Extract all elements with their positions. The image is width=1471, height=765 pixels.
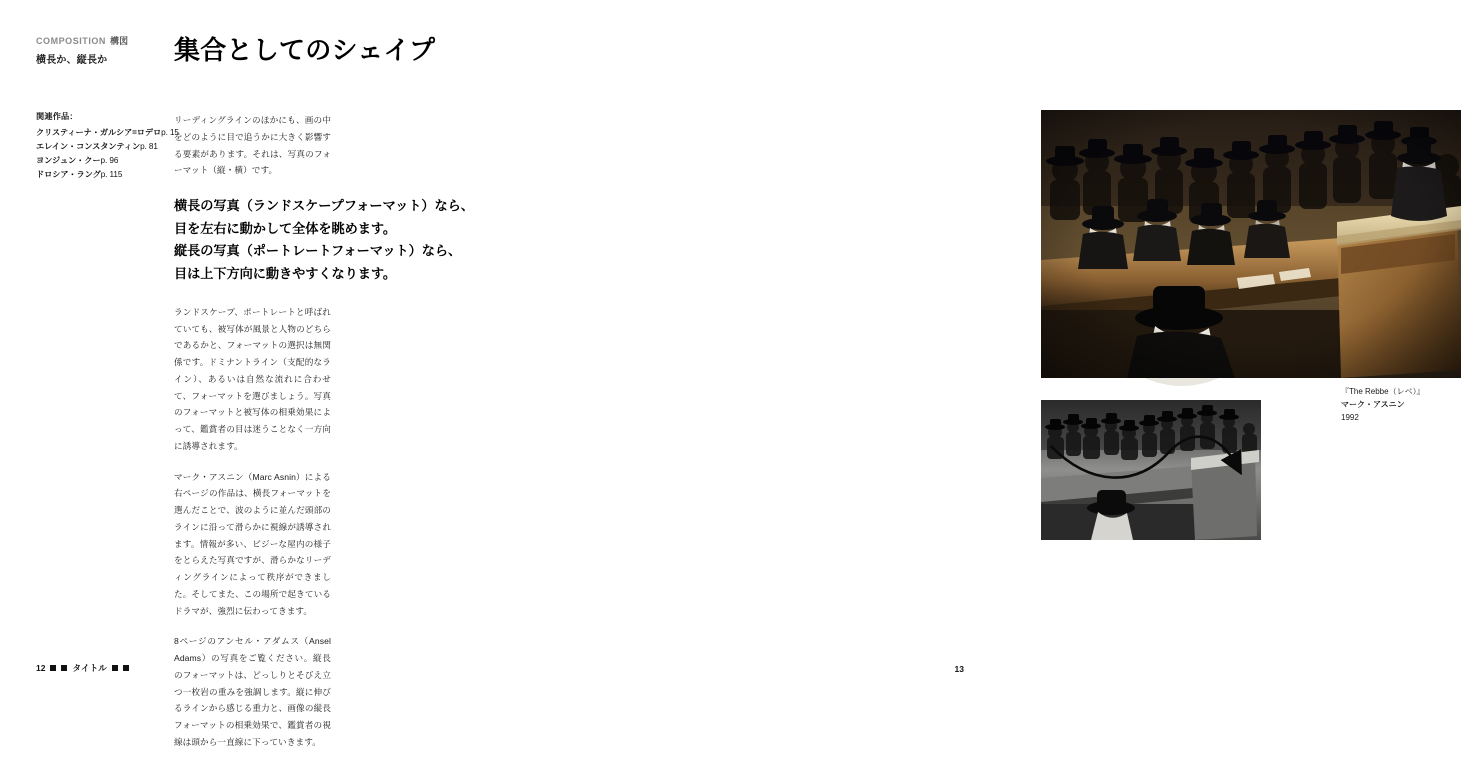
related-works-heading: 関連作品： <box>36 112 78 121</box>
related-work-page: p. 15 <box>161 128 179 138</box>
caption-year: 1992 <box>1341 412 1359 422</box>
square-marker-icon <box>123 665 129 671</box>
pull-quote <box>174 195 474 286</box>
page-number-right: 13 <box>954 664 964 674</box>
related-work-name: ドロシア・ラング <box>36 170 101 180</box>
pull-quote-line: 縦長の写真（ポートレートフォーマット）なら、 <box>174 243 462 259</box>
photo-illustration <box>1041 110 1461 378</box>
body-column <box>174 112 474 765</box>
list-item <box>36 140 164 154</box>
kicker-japanese: 構図 <box>109 36 129 46</box>
page-title: 集合としてのシェイプ <box>174 35 436 65</box>
list-item <box>36 154 164 168</box>
left-page <box>0 0 500 747</box>
figure-caption <box>1341 386 1471 424</box>
diagram-thumbnail <box>1041 400 1261 540</box>
related-works <box>36 110 179 183</box>
square-marker-icon <box>50 665 56 671</box>
body-paragraph: 8ページのアンセル・アダムス（Ansel Adams）の写真をご覧ください。縦長のフォーマットは、どっしりとそびえ立つ一枚岩の重みを強調します。縦に伸びるラインから感じる重力と、画像の縦長フォーマットの相乗効果で、鑑賞者の視線は頭から一直線に下っていきます。 <box>174 636 331 747</box>
pull-quote-line: 横長の写真（ランドスケープフォーマット）なら、 <box>174 198 474 213</box>
square-marker-icon <box>61 665 67 671</box>
kicker-english: COMPOSITION <box>36 36 106 46</box>
caption-author: マーク・アスニン <box>1341 399 1405 409</box>
kicker-subtitle: 横長か、縦長か <box>36 54 108 66</box>
pull-quote-line: 目は上下方向に動きやすくなります。 <box>174 266 397 282</box>
related-work-page: p. 81 <box>140 142 158 152</box>
body-paragraph: マーク・アスニン（Marc Asnin）による右ページの作品は、横長フォーマットを選んだことで、波のように並んだ頭部のラインに沿って滑らかに視線が誘導されます。情報が多い、ビジーな屋内の様子をとらえた写真ですが、滑らかなリーディングラインによって秩序ができました。そしてまた、この場所で起きているドラマが、強烈に伝わってきます。 <box>174 471 331 616</box>
folio-left <box>36 662 129 674</box>
running-head: タイトル <box>72 663 107 673</box>
square-marker-icon <box>112 665 118 671</box>
caption-title: 『The Rebbe（レベ）』 <box>1341 387 1425 396</box>
list-item <box>36 168 164 182</box>
page-number-left: 12 <box>36 663 46 673</box>
body-paragraph: ランドスケープ、ポートレートと呼ばれていても、被写体が風景と人物のどちらであるかと、フォーマットの選択は無関係です。ドミナントライン（支配的なライン）、あるいは自然な流れに合わせて、フォーマットを選びましょう。写真のフォーマットと被写体の相乗効果によって、鑑賞者の目は迷うことなく一方向に誘導されます。 <box>174 306 331 451</box>
main-photograph <box>1041 110 1461 378</box>
related-work-page: p. 115 <box>100 170 123 180</box>
list-item <box>36 126 179 140</box>
section-kicker <box>36 35 166 68</box>
right-page <box>500 0 1425 706</box>
leading-line-diagram <box>1041 400 1261 540</box>
body-paragraph-intro: リーディングラインのほかにも、画の中をどのように目で追うかに大きく影響する要素があります。それは、写真のフォーマット（縦・横）です。 <box>174 115 331 176</box>
related-work-page: p. 96 <box>100 156 119 166</box>
pull-quote-line: 目を左右に動かして全体を眺めます。 <box>174 220 397 236</box>
related-work-name: クリスティーナ・ガルシア=ロデロ <box>36 128 162 138</box>
related-work-name: エレイン・コンスタンティン <box>36 142 141 152</box>
related-work-name: ヨンジュン・クー <box>36 156 101 166</box>
